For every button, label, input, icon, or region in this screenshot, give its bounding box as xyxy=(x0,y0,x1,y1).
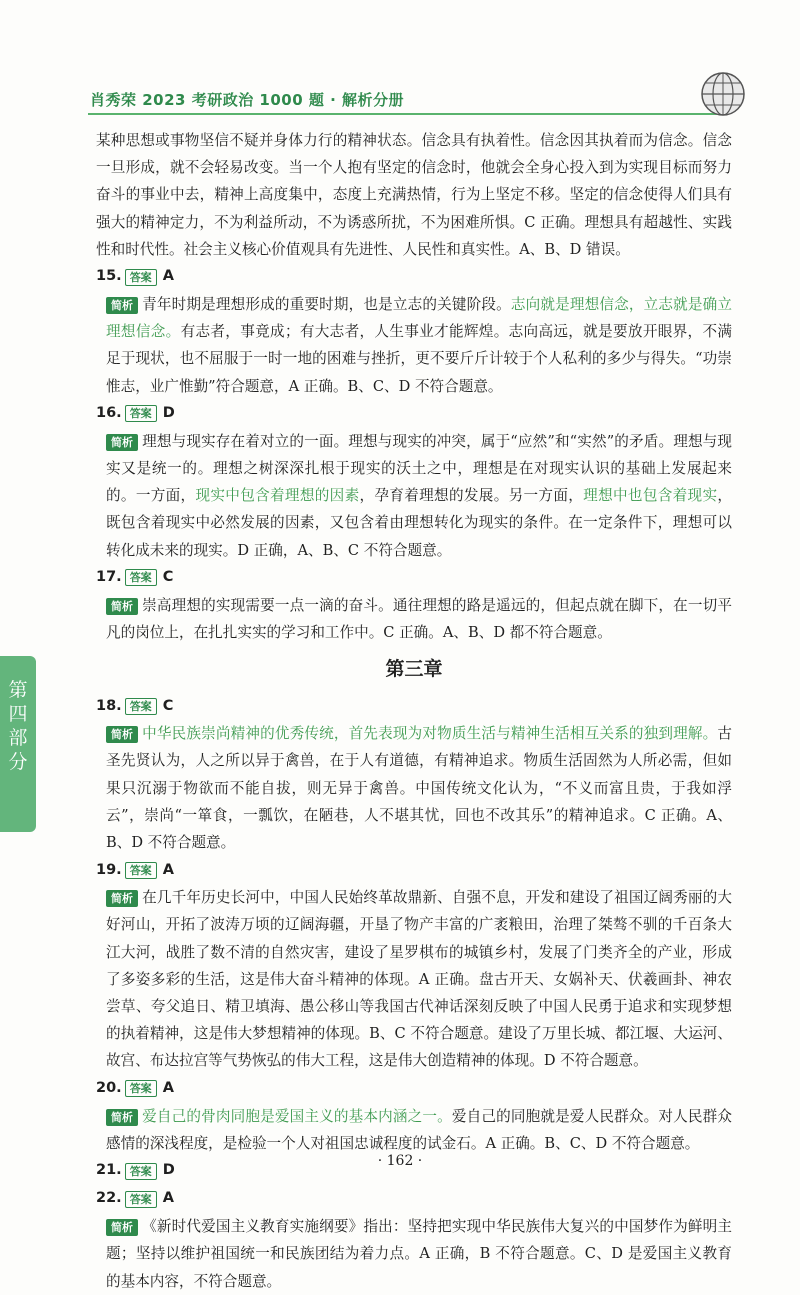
highlight-text: 现实中包含着理想的因素 xyxy=(195,487,360,505)
answer-letter: D xyxy=(162,405,175,422)
analysis-text: ，孕育着理想的发展。另一方面， xyxy=(359,487,584,505)
question-number: 20. xyxy=(96,1080,122,1097)
highlight-text: 志向就是理想信念，立志就是确立理想信念。 xyxy=(106,296,732,341)
answer-20 xyxy=(96,1075,732,1103)
answer-22 xyxy=(96,1185,732,1213)
intro-paragraph: 某种思想或事物坚信不疑并身体力行的精神状态。信念具有执着性。信念因其执着而为信念。信念一旦形成，就不会轻易改变。当一个人抱有坚定的信念时，他就会全身心投入到为实现目标而努力奋斗的事业中去，精神上高度集中，态度上充满热情，行为上坚定不移。坚定的信念使得人们具有强大的精神定力，不为利益所动，不为诱惑所扰，不为困难所惧。C 正确。理想具有超越性、实践性和时代性。社会主义核心价值观具有先进性、人民性和真实性。A、B、D 错误。 xyxy=(96,132,732,258)
analysis-17 xyxy=(96,592,732,646)
question-number: 15. xyxy=(96,268,122,285)
analysis-badge: 简析 xyxy=(106,1109,138,1126)
answer-18 xyxy=(96,692,732,720)
answer-badge: 答案 xyxy=(125,1080,157,1097)
question-number: 22. xyxy=(96,1190,122,1207)
analysis-text: 有志者，事竟成；有大志者，人生事业才能辉煌。志向高远，就是要放开眼界，不满足于现状，也不屈服于一时一地的困难与挫折，更不要斤斤计较于个人私利的多少与得失。“功崇惟志，业广惟勤”符合题意，A 正确。B、C、D 不符合题意。 xyxy=(106,323,732,395)
analysis-text: 《新时代爱国主义教育实施纲要》指出：坚持把实现中华民族伟大复兴的中国梦作为鲜明主题；坚持以维护祖国统一和民族团结为着力点。A 正确，B 不符合题意。C、D 是爱国主义教育的基本内容，不符合题意。 xyxy=(106,1218,732,1290)
question-number: 17. xyxy=(96,569,122,586)
answer-letter: A xyxy=(162,1080,174,1097)
answer-letter: D xyxy=(162,1162,175,1179)
analysis-16 xyxy=(96,428,732,564)
answer-17 xyxy=(96,564,732,592)
analysis-22 xyxy=(96,1213,732,1295)
side-tab xyxy=(0,656,36,832)
answer-badge: 答案 xyxy=(125,405,157,422)
header-rule xyxy=(88,113,722,115)
analysis-badge: 简析 xyxy=(106,434,138,451)
question-number: 19. xyxy=(96,861,122,878)
answer-badge: 答案 xyxy=(125,1163,157,1180)
analysis-text: ，既包含着现实中必然发展的因素，又包含着由理想转化为现实的条件。在一定条件下，理想可以转化成未来的现实。D 正确，A、B、C 不符合题意。 xyxy=(106,487,732,559)
question-number: 16. xyxy=(96,405,122,422)
globe-icon xyxy=(699,70,747,118)
highlight-text: 理想中也包含着现实 xyxy=(583,487,718,505)
analysis-badge: 简析 xyxy=(106,598,138,615)
answer-badge: 答案 xyxy=(125,862,157,879)
question-number: 21. xyxy=(96,1162,122,1179)
header-title: 肖秀荣 2023 考研政治 1000 题 · 解析分册 xyxy=(90,91,405,109)
chapter-heading: 第三章 xyxy=(385,658,443,681)
answer-badge: 答案 xyxy=(125,269,157,286)
analysis-badge: 简析 xyxy=(106,726,138,743)
answer-letter: A xyxy=(162,1190,174,1207)
answer-badge: 答案 xyxy=(125,1191,157,1208)
answer-badge: 答案 xyxy=(125,698,157,715)
analysis-badge: 简析 xyxy=(106,297,138,314)
page-number: · 162 · xyxy=(377,1153,423,1169)
analysis-text: 爱自己的同胞就是爱人民群众。对人民群众感情的深浅程度，是检验一个人对祖国忠诚程度的试金石。A 正确。B、C、D 不符合题意。 xyxy=(106,1107,732,1152)
analysis-19 xyxy=(96,884,732,1074)
analysis-text: 崇高理想的实现需要一点一滴的奋斗。通往理想的路是遥远的，但起点就在脚下，在一切平凡的岗位上，在扎扎实实的学习和工作中。C 正确。A、B、D 都不符合题意。 xyxy=(106,596,732,642)
answer-15 xyxy=(96,263,732,291)
answer-19 xyxy=(96,856,732,884)
question-number: 18. xyxy=(96,697,122,714)
analysis-text: 青年时期是理想形成的重要时期，也是立志的关键阶段。 xyxy=(142,296,511,314)
analysis-text: 在几千年历史长河中，中国人民始终革故鼎新、自强不息，开发和建设了祖国辽阔秀丽的大好河山，开拓了波涛万顷的辽阔海疆，开垦了物产丰富的广袤粮田，治理了桀骜不驯的千百条大江大河，战胜了数不清的自然灾害，建设了星罗棋布的城镇乡村，发展了门类齐全的产业，形成了多姿多彩的生活，这是伟大奋斗精神的体现。A 正确。盘古开天、女娲补天、伏羲画卦、神农尝草、夸父追日、精卫填海、愚公移山等我国古代神话深刻反映了中国人民勇于追求和实现梦想的执着精神，这是伟大梦想精神的体现。B、C 不符合题意。建设了万里长城、都江堰、大运河、故宫、布达拉宫等气势恢弘的伟大工程，这是伟大创造精神的体现。D 不符合题意。 xyxy=(106,889,732,1070)
analysis-18 xyxy=(96,720,732,856)
analysis-text: 理想与现实存在着对立的一面。理想与现实的冲突，属于“应然”和“实然”的矛盾。理想与现实又是统一的。理想之树深深扎根于现实的沃土之中，理想是在对现实认识的基础上发展起来的。一方面， xyxy=(106,432,732,505)
highlight-text: 爱自己的骨肉同胞是爱国主义的基本内涵之一。 xyxy=(142,1107,452,1125)
side-tab-label: 第四部分 xyxy=(8,679,28,773)
answer-badge: 答案 xyxy=(125,569,157,586)
answer-letter: C xyxy=(162,697,174,714)
analysis-20 xyxy=(96,1103,732,1157)
answer-letter: C xyxy=(162,569,174,586)
analysis-text: 古圣先贤认为，人之所以异于禽兽，在于人有道德，有精神追求。物质生活固然为人所必需，但如果只沉溺于物欲而不能自拔，则无异于禽兽。中国传统文化认为，“不义而富且贵，于我如浮云”，崇尚“一箪食，一瓢饮，在陋巷，人不堪其忧，回也不改其乐”的精神追求。C 正确。A、B、D 不符合题意。 xyxy=(106,725,732,852)
answer-16 xyxy=(96,400,732,428)
analysis-badge: 简析 xyxy=(106,1219,138,1236)
answer-content xyxy=(96,127,732,1295)
analysis-badge: 简析 xyxy=(106,890,138,907)
answer-letter: A xyxy=(162,268,174,285)
highlight-text: 中华民族崇尚精神的优秀传统，首先表现为对物质生活与精神生活相互关系的独到理解。 xyxy=(142,725,718,743)
analysis-15 xyxy=(96,291,732,400)
answer-letter: A xyxy=(162,861,174,878)
